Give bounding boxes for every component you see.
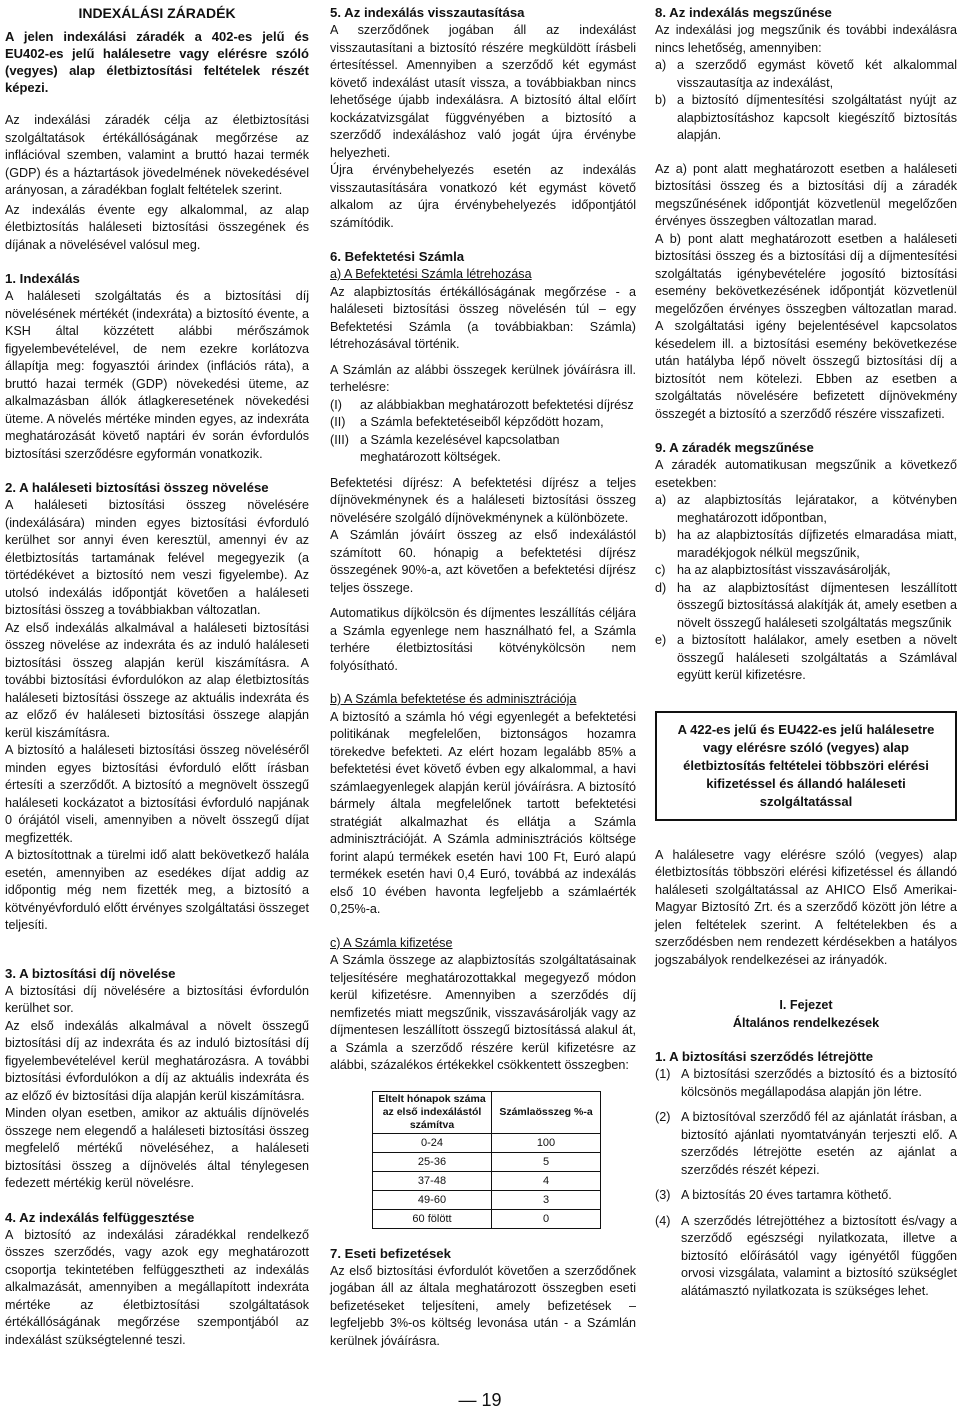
subsection-heading: c) A Számla kifizetése (330, 935, 453, 950)
section-heading: 9. A záradék megszűnése (655, 440, 814, 455)
table-cell: 37-48 (373, 1171, 492, 1190)
column-left (5, 4, 309, 1349)
list-item: b) ha az alapbiztosítás díjfizetés elmaradása miatt, maradékjogok nélkül megszűnik, (655, 528, 957, 560)
section-heading: 1. A biztosítási szerződés létrejötte (655, 1049, 874, 1064)
table-cell: 3 (492, 1190, 601, 1209)
paragraph: Minden olyan esetben, amikor az aktuális díjnövelés összege nem elegendő a haláleseti biztosítási összeg megfelelő mértékű növeléséhez, a haláleseti biztosítási összeg a díjnövelés által ténylegesen fedezett mértékig kerül növelésre. (5, 1106, 309, 1190)
paragraph: Az indexálási záradék célja az életbiztosítási szolgáltatások értékállóságának megőrzése az inflációval szemben, valamint a bruttó hazai termék (GDP) és a háztartások jövedelmének növekedésével arányosan, a záradékban foglalt feltételek szerint. (5, 113, 309, 197)
paragraph: Az indexálási jog megszűnik és további indexálásra nincs lehetőség, amennyiben: (655, 23, 957, 55)
paragraph: A szerződőnek jogában áll az indexálást visszautasítani a biztosító részére megküldött írásbeli értesítéssel. Amennyiben a szerződő két egymást követő indexálást utasít vissza, a továbbiakban nincs lehetősége újabb indexálásra. A biztosító által előírt kockázatvizsgálat függvényében a biztosító a szerződő indexáláshoz való jogát újra érvénybe helyezheti. (330, 23, 636, 160)
deduction-table (372, 1091, 601, 1229)
table-header-row (373, 1091, 601, 1133)
table-row (373, 1152, 601, 1171)
section-heading: 6. Befektetési Számla (330, 249, 465, 264)
paragraph: Az első indexálás alkalmával a növelt összegű biztosítási díj az indexráta és az induló biztosítási díj figyelembevételével kerül meghatározásra. A további biztosítási évfordulókon a díj az aktuális indexráta és az előző év biztosítási díja alapján kerül kiszámításra. (5, 1018, 309, 1103)
paragraph: Az a) pont alatt meghatározott esetben a haláleseti biztosítási összeg és a biztosítási díj a záradék megszűnésének időpontját közvetlenül megelőzően érvényes összegben változatlan marad. (655, 161, 957, 228)
table-row (373, 1209, 601, 1228)
list-item: (I) az alábbiakban meghatározott befektetési díjrész (330, 397, 634, 412)
section-heading: 1. Indexálás (5, 271, 80, 286)
table-cell: 60 fölött (373, 1209, 492, 1228)
table-cell: 49-60 (373, 1190, 492, 1209)
list-item: a) az alapbiztosítás lejáratakor, a kötvényben meghatározott időpontban, (655, 493, 957, 525)
list-item: b) a biztosító díjmentesítési szolgáltatást nyújt az alapbiztosításhoz kapcsolt kiegészítő biztosítás alapján. (655, 93, 957, 142)
product-title-box: A 422-es jelű és EU422-es jelű halálesetre vagy elérésre szóló (vegyes) alap életbiztosítás feltételei többszöri elérési kifizetéssel és állandó haláleseti szolgáltatással (655, 711, 957, 821)
paragraph: A Számlán az alábbi összegek kerülnek jóváírásra ill. terhelésre: (330, 362, 636, 394)
list-item: (4) A szerződés létrejöttéhez a biztosított és/vagy a szerződő egészségi nyilatkozata, illetve a biztosító előírásától vagy igényétől függően orvosi vizsgálata, valamint a biztosító szükséglet alátámasztó nyilatkozata is szükséges lehet. (655, 1213, 957, 1298)
paragraph: Automatikus díjkölcsön és díjmentes leszállítás céljára a Számla egyenlege nem használható fel, a Számla terhére életbiztosítási kötvénykölcsön nem folyósítható. (330, 606, 636, 673)
table-cell: 0-24 (373, 1133, 492, 1152)
page-number: — 19 (458, 1390, 502, 1410)
subsection-heading: b) A Számla befektetése és adminisztrációja (330, 692, 577, 706)
paragraph: A biztosító a haláleseti biztosítási összeg növeléséről minden egyes biztosítási évforduló előtt írásban értesíti a szerződőt. A biztosító a megnövelt összegű haláleseti kockázatot a biztosítási évforduló napjának 0 órájától viseli, amennyiben a növelt összegű díjat megfizették. (5, 743, 309, 845)
table-header-cell: Eltelt hónapok száma az első indexálástól számítva (373, 1091, 492, 1133)
paragraph: A halálesetre vagy elérésre szóló (vegyes) alap életbiztosítás többszöri elérési kifizetéssel és állandó haláleseti szolgáltatással az AHICO Első Amerikai-Magyar Biztosító Zrt. és a szerződő között jön létre a jelen feltételek szerint. A feltételekben és a szerződésben nem rendezett kérdésekben a hatályos jogszabályok rendelkezései az irányadók. (655, 847, 957, 967)
column-right (655, 4, 957, 1300)
paragraph: A biztosító a számla hó végi egyenlegét a befektetési politikának megfelelően, biztonságos hozamra törekedve befekteti. Az elért hozam legalább 85% a befektetési évet követő évben egy alkalommal, a havi számlaegyenlegek alapján kerül jóváírásra. A biztosító bármely általa megfelelőnek tartott befektetési stratégiát alkalmazhat és ellátja a Számla adminisztrációját. A Számla adminisztrációs költsége forint alapú termékek esetén havi 100 Ft, Euró alapú termékek esetén havi 0,4 Euró, továbbá az indexálás első 10 évében havonta legfeljebb a számlaérték 0,25%-a. (330, 709, 636, 916)
table-row (373, 1133, 601, 1152)
list-item: (3) A biztosítás 20 éves tartamra köthető. (655, 1188, 892, 1202)
section-heading: 4. Az indexálás felfüggesztése (5, 1209, 195, 1225)
paragraph: Befektetési díjrész: A befektetési díjrész a teljes díjnövekménynek és a haláleseti biztosítási összeg növelésére szolgáló díjnövekménynek a különbözete. (330, 475, 636, 525)
section-heading: 3. A biztosítási díj növelése (5, 965, 176, 981)
paragraph: A biztosítottnak a türelmi idő alatt bekövetkező halála esetén, amennyiben az esedékes díjat addig az időpontig még nem fizették meg, a biztosító a kötvényévforduló előtt érvényes szolgáltatási összeget teljesíti. (5, 848, 309, 932)
table-row (373, 1190, 601, 1209)
chapter-title: I. Fejezet (779, 998, 833, 1012)
section-heading: 2. A haláleseti biztosítási összeg növelése (5, 480, 269, 495)
table-cell: 5 (492, 1152, 601, 1171)
list-item: (1) A biztosítási szerződés a biztosító és a biztosító kölcsönös megállapodása alapján jön létre. (655, 1067, 957, 1099)
list-item: d) ha az alapbiztosítást díjmentesen leszállított összegű biztosítássá alakítják át, amely esetben a növelt összegű haláleseti szolgáltatás megszűnik (655, 580, 958, 630)
table-row (373, 1171, 601, 1190)
clause-title: INDEXÁLÁSI ZÁRADÉK (78, 5, 236, 21)
table-cell: 0 (492, 1209, 601, 1228)
section-heading: 5. Az indexálás visszautasítása (330, 5, 525, 20)
table-cell: 25-36 (373, 1152, 492, 1171)
paragraph: Az első biztosítási évfordulót követően a szerződőnek jogában áll az általa meghatározott összegben eseti befizetéseket teljesíteni, amely befizetések – legfeljebb 3%-os költség levonása után - a Számlán kerülnek jóváírásra. (330, 1263, 636, 1348)
paragraph: A haláleseti biztosítási összeg növelésére (indexálására) minden egyes biztosítási évforduló kerülhet sor annyi éven keresztül, amennyi év az életbiztosítás tartamának felével megegyezik (a törtédékévet a biztosító nem veszi figyelembe). Az utolsó indexálás időpontját követően a haláleseti biztosítási összeg a továbbiakban változatlan. (5, 498, 309, 617)
list (330, 397, 636, 467)
chapter-subtitle: Általános rendelkezések (732, 1015, 880, 1030)
subsection-heading: a) A Befektetési Számla létrehozása (330, 267, 532, 281)
paragraph: Az alapbiztosítás értékállóságának megőrzése - a haláleseti biztosítási összeg növelésén túl – egy Befektetési Számla (a továbbiakban: Számla) létrehozásával történik. (330, 284, 636, 351)
paragraph: A biztosító az indexálási záradékkal rendelkező összes szerződés, vagy azok egy meghatározott csoportja tekintetében felfüggesztheti az indexálás alkalmazását, amennyiben a megállapított indexráta mértéke az életbiztosítási szolgáltatások értékállóságának megőrzése szempontjából az indexálást szükségtelenné teszi. (5, 1227, 309, 1347)
section-heading: 7. Eseti befizetések (330, 1245, 451, 1261)
list-item: e) a biztosított halálakor, amely esetben a növelt összegű haláleseti szolgáltatás a Számlával együtt kerül kifizetésre. (655, 633, 957, 682)
paragraph: Az első indexálás alkalmával a haláleseti biztosítási összeg növelése az indexráta és az induló haláleseti biztosítási összeg alapján kerül kiszámításra. A további biztosítási évfordulókon az alap életbiztosítás haláleseti biztosítási összege az aktuális indexráta és az előző év haláleseti biztosítási összege alapján kerül kiszámításra. (5, 620, 309, 740)
paragraph: A Számla összege az alapbiztosítás szolgáltatásainak teljesítésére meghatározottakkal megegyező módon kerül kifizetésre. Amennyiben a szerződés díj nemfizetés miatt megszűnik, visszavásárolják vagy az díjmentesen leszállított összegű biztosítássá alakul át, a Számla a szerződő részére kerül kifizetésre az alábbi, százalékos értékekkel csökkentett összegben: (330, 953, 636, 1072)
section-heading: 8. Az indexálás megszűnése (655, 5, 832, 20)
list-item: a) a szerződő egymást követő két alkalommal visszautasítja az indexálást, (655, 58, 957, 90)
table-cell: 100 (492, 1133, 601, 1152)
clause-intro: A jelen indexálási záradék a 402-es jelű és EU402-es jelű halálesetre vagy elérésre szóló (vegyes) alap életbiztosítási feltételek részét képezi. (5, 29, 309, 95)
paragraph: A záradék automatikusan megszűnik a következő esetekben: (655, 458, 957, 490)
paragraph: Az indexálás évente egy alkalommal, az alap életbiztosítás haláleseti biztosítási összegének és díjának a növelésével valósul meg. (5, 202, 309, 252)
paragraph: A b) pont alatt meghatározott esetben a haláleseti biztosítási összeg és a biztosítási díj a díjmentesítési szolgáltatás igénybevételére jogosító biztosítási esemény bekövetkezésének időpontját közvetlenül megelőzően érvényes összegben változatlan marad. A szolgáltatási igény bejelentésével kapcsolatos késedelem ill. a biztosítási esemény bekövetkezése után hatályba lépő növelt összegű biztosítási díj a biztosítót nem kötelezi. Ebben az esetben a szolgáltatás növelésére befizetett díjnövekmény összegét a biztosító a szerződő részére visszafizeti. (655, 231, 957, 421)
table-cell: 4 (492, 1171, 601, 1190)
table-header-cell: Számlaösszeg %-a (492, 1091, 601, 1133)
column-middle (330, 4, 636, 1350)
list-item: (2) A biztosítóval szerződő fél az ajánlatát írásban, a biztosító ajánlati nyomtatványán terjeszti elő. A szerződés létrejötte esetén az ajánlat a szerződés részét képezi. (655, 1110, 957, 1177)
list-item: c) ha az alapbiztosítást visszavásárolják, (655, 563, 891, 577)
paragraph: A haláleseti szolgáltatás és a biztosítási díj növelésének mértékét (indexráta) a biztosító évente, a KSH által közzétett alábbi mérőszámok figyelembevételével, de nem ezekre korlátozva állapítja meg: fogyasztói árindex (inflációs ráta), a bruttó hazai termék (GDP) növekedési üteme, az alkalmazásban állók átlagkeresetének növekedési üteme. A növelés mértéke minden egyes, az indexráta meghatározását követő naptári év során évfordulós biztosítási szerződésre egyformán vonatkozik. (5, 289, 309, 461)
list-item: (II) a Számla befektetéseiből képződött hozam, (330, 415, 604, 429)
paragraph: A Számlán jóváírt összeg az első indexálástól számított 60. hónapig a befektetési díjrész összegének 90%-a, azt követően a befektetési díjrész teljes összege. (330, 528, 636, 595)
paragraph: A biztosítási díj növelésére a biztosítási évfordulón kerülhet sor. (5, 983, 309, 1015)
list-item: (III) a Számla kezelésével kapcsolatban meghatározott költségek. (330, 432, 560, 464)
paragraph: Újra érvénybehelyezés esetén az indexálás visszautasítására vonatkozó két egymást követő alkalom az újra érvénybehelyezés időpontjától számítódik. (330, 163, 636, 230)
